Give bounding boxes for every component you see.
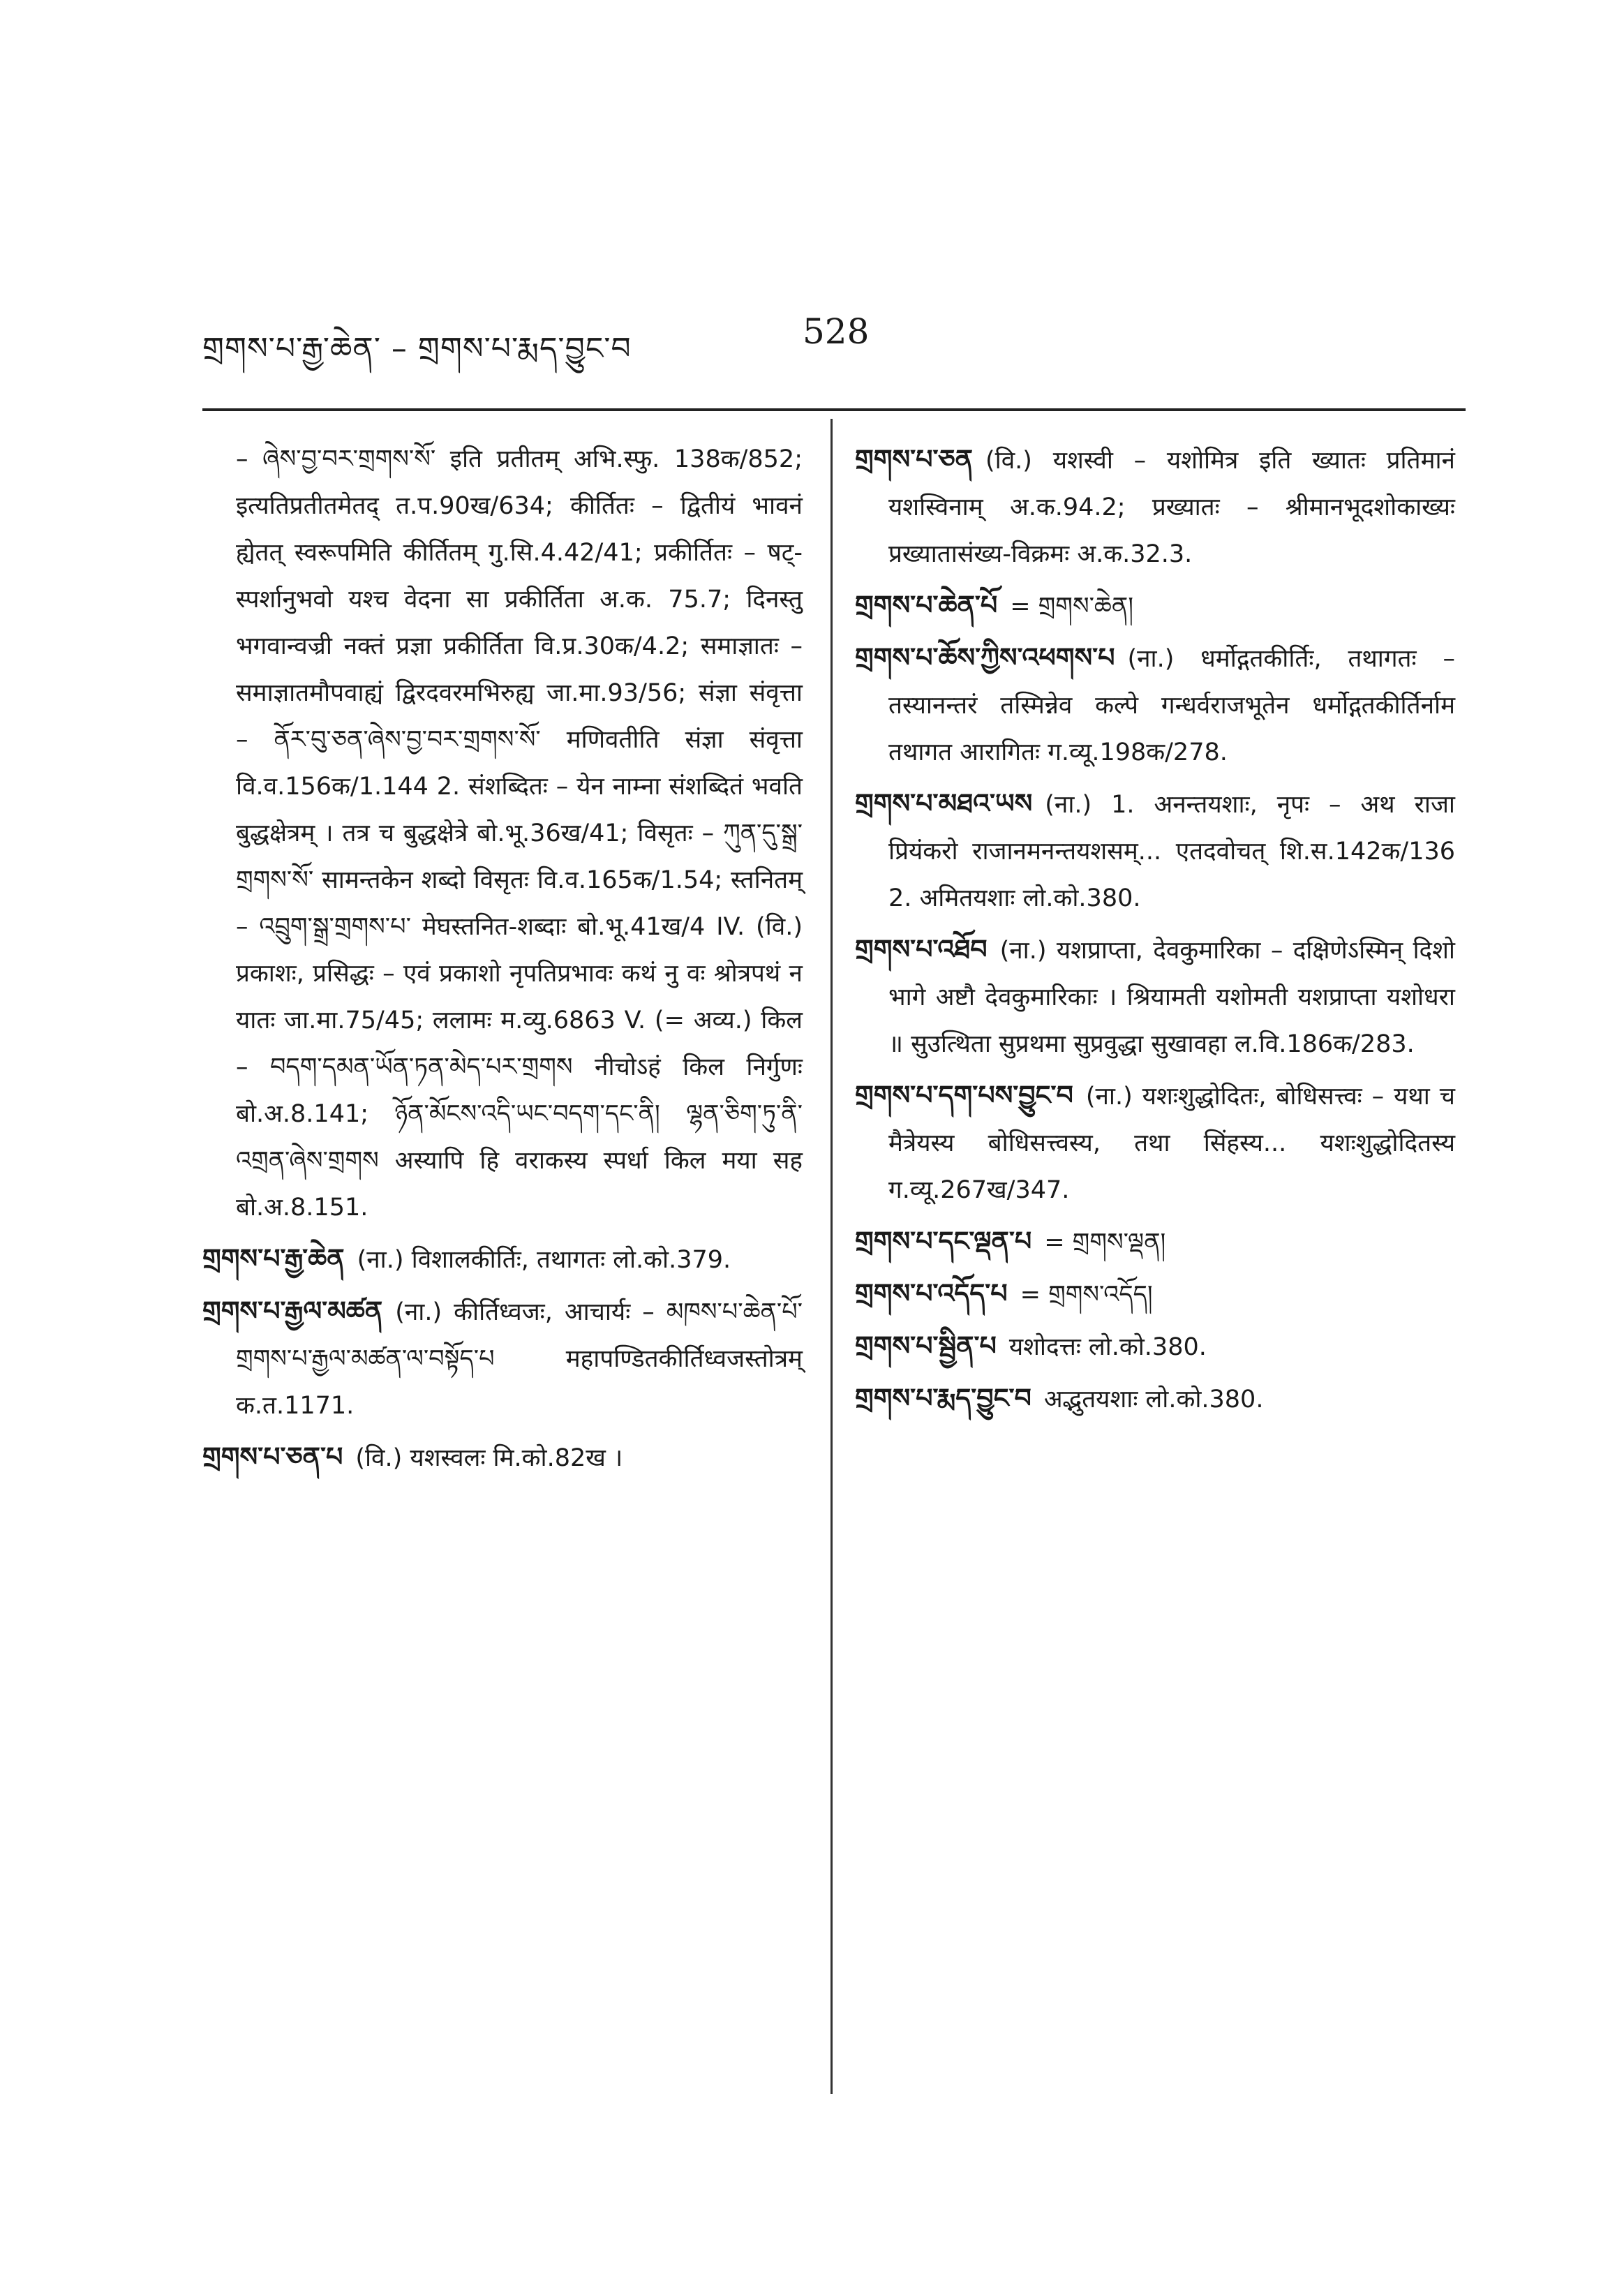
headword: གྲགས་པ་དང་ལྡན་པ: [855, 1226, 1032, 1256]
dictionary-entry: [855, 780, 1455, 922]
entry-text: = གྲགས་འདོད།: [1020, 1281, 1153, 1309]
entry-text: (ना.) 1. अनन्तयशाः, नृपः – अथ राजा प्रियंकरो राजानमनन्तयशसम्... एतदवोचत् शि.स.142क/136 2. अमितयशाः लो.को.380.: [888, 791, 1455, 912]
dictionary-entry: [202, 1288, 803, 1430]
headword: གྲགས་པ་འཐོབ: [855, 934, 988, 965]
entry-text: (ना.) यशप्राप्ता, देवकुमारिका – दक्षिणेऽस्मिन् दिशो भागे अष्टौ देवकुमारिकाः । श्रियामती यशोमती यशप्राप्ता यशोधरा ॥ सुउत्थिता सुप्रथमा सुप्रवुद्धा सुखावहा ल.वि.186क/283.: [888, 937, 1455, 1058]
right-column: [855, 436, 1455, 1427]
dictionary-entry: [855, 1270, 1455, 1319]
dictionary-entry: [855, 1072, 1455, 1214]
dictionary-entry: [855, 582, 1455, 630]
headword: གྲགས་པ་ཆོས་ཀྱིས་འཕགས་པ: [855, 642, 1115, 673]
running-head: གྲགས་པ་རྒྱ་ཆེན་ – གྲགས་པ་རྨད་བྱུང་བ: [202, 331, 632, 366]
headword: གྲགས་པ་རྒྱལ་མཚན: [202, 1296, 383, 1326]
headword: གྲགས་པ་ཅན་པ: [202, 1441, 343, 1472]
dictionary-entry: [855, 1218, 1455, 1266]
entry-text: अद्भुतयशाः लो.को.380.: [1043, 1386, 1264, 1413]
dictionary-entry: [855, 1323, 1455, 1371]
headword: གྲགས་པ་མཐའ་ཡས: [855, 788, 1033, 819]
dictionary-entry: [855, 926, 1455, 1068]
entry-text: = གྲགས་ལྡན།: [1044, 1229, 1166, 1256]
continued-entry: [202, 436, 803, 1231]
dictionary-entry: [855, 1375, 1455, 1423]
entry-text: (वि.) यशस्वलः मि.को.82ख ।: [355, 1444, 623, 1472]
dictionary-entry: [202, 1235, 803, 1284]
entry-text: (वि.) यशस्वी – यशोमित्र इति ख्यातः प्रतिमानं यशस्विनाम् अ.क.94.2; प्रख्यातः – श्रीमानभूदशोकाख्यः प्रख्यातासंख्य-विक्रमः अ.क.32.3.: [888, 447, 1455, 568]
headword: གྲགས་པ་དག་པས་བྱུང་བ: [855, 1080, 1073, 1111]
entry-text: (ना.) विशालकीर्तिः, तथागतः लो.को.379.: [357, 1246, 731, 1274]
headword: གྲགས་པ་སྦྱིན་པ: [855, 1330, 997, 1361]
header-rule: [202, 408, 1466, 411]
dictionary-entry: [202, 1434, 803, 1482]
column-divider: [830, 419, 833, 2094]
entry-text: (ना.) धर्मोद्गतकीर्तिः, तथागतः – तस्यानन्तरं तस्मिन्नेव कल्पे गन्धर्वराजभूतेन धर्मोद्गतकीर्तिर्नाम तथागत आरागितः ग.व्यू.198क/278.: [888, 645, 1455, 766]
entry-text: (ना.) कीर्तिध्वजः, आचार्यः – མཁས་པ་ཆེན་པོ་གྲགས་པ་རྒྱལ་མཚན་ལ་བསྟོད་པ महापण्डितकीर्तिध्वजस्तोत्रम् क.त.1171.: [236, 1298, 803, 1420]
entry-text: (ना.) यशःशुद्धोदितः, बोधिसत्त्वः – यथा च मैत्रेयस्य बोधिसत्त्वस्य, तथा सिंहस्य... यशःशुद्धोदितस्य ग.व्यू.267ख/347.: [888, 1083, 1455, 1204]
page-number: 528: [803, 311, 870, 352]
entry-text: = གྲགས་ཆེན།: [1010, 593, 1133, 621]
headword: གྲགས་པ་ཆེན་པོ: [855, 590, 998, 621]
dictionary-entry: [855, 635, 1455, 776]
entry-text: – ཞེས་བྱ་བར་གྲགས་སོ་ इति प्रतीतम् अभि.स्फु. 138क/852; इत्यतिप्रतीतमेतद् त.प.90ख/634; कीर्तितः – द्वितीयं भावनं ह्येतत् स्वरूपमिति कीर्तितम् गु.सि.4.42/41; प्रकीर्तितः – षट्-स्पर्शानुभवो यश्च वेदना सा प्रकीर्तिता अ.क. 75.7; दिनस्तु भगवान्वज्री नक्तं प्रज्ञा प्रकीर्तिता वि.प्र.30क/4.2; समाज्ञातः – समाज्ञातमौपवाह्यं द्विरदवरमभिरुह्य जा.मा.93/56; संज्ञा संवृत्ता – ནོར་བུ་ཅན་ཞེས་བྱ་བར་གྲགས་སོ་ मणिवतीति संज्ञा संवृत्ता वि.व.156क/1.144 2. संशब्दितः – येन नाम्ना संशब्दितं भवति बुद्धक्षेत्रम् । तत्र च बुद्धक्षेत्रे बो.भू.36ख/41; विसृतः – ཀུན་དུ་སྒྲ་གྲགས་སོ་ सामन्तकेन शब्दो विसृतः वि.व.165क/1.54; स्तनितम् – འབྲུག་སྒྲ་གྲགས་པ་ मेघस्तनित-शब्दाः बो.भू.41ख/4 IV. (वि.) प्रकाशः, प्रसिद्धः – एवं प्रकाशो नृपतिप्रभावः कथं नु वः श्रोत्रपथं न यातः जा.मा.75/45; ललामः म.व्यु.6863 V. (= अव्य.) किल – བདག་དམན་ཡོན་ཏན་མེད་པར་གྲགས नीचोऽहं किल निर्गुणः बो.अ.8.141; ཉོན་མོངས་འདི་ཡང་བདག་དང་ནི། ལྷན་ཅིག་ཏུ་ནི་འགྲན་ཞེས་གྲགས अस्यापि हि वराकस्य स्पर्धा किल मया सह बो.अ.8.151.: [236, 445, 803, 1222]
headword: གྲགས་པ་འདོད་པ: [855, 1278, 1008, 1309]
headword: གྲགས་པ་ཅན: [855, 444, 973, 475]
headword: གྲགས་པ་རྨད་བྱུང་བ: [855, 1383, 1031, 1413]
headword: གྲགས་པ་རྒྱ་ཆེན: [202, 1243, 345, 1274]
left-column: [202, 436, 803, 1486]
entry-text: यशोदत्तः लो.को.380.: [1008, 1333, 1207, 1361]
dictionary-entry: [855, 436, 1455, 578]
